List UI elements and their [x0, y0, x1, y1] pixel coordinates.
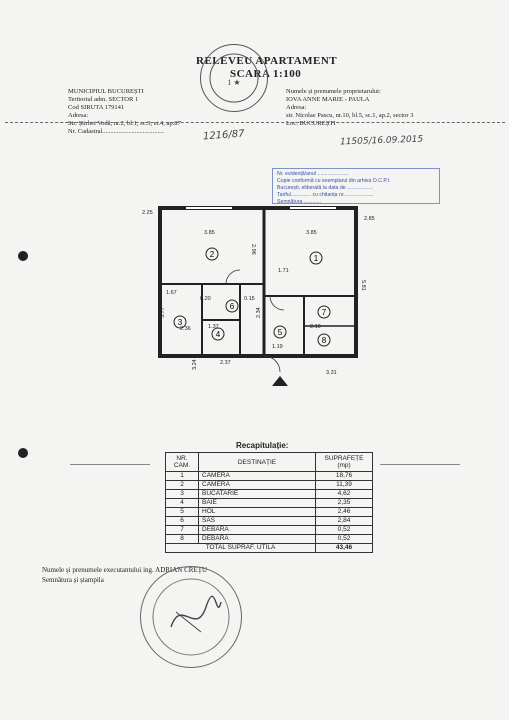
owner-locality: Loc. BUCUREȘTI — [286, 120, 336, 127]
table-row: 1 CAMERA 18,76 — [166, 472, 373, 481]
recap-header-row — [166, 453, 373, 472]
dim-119: 1.19 — [272, 344, 283, 350]
siruta-code: Cod SIRUTA 179141 — [68, 104, 125, 111]
recap-dash-left — [70, 464, 150, 465]
total-value: 43,46 — [316, 544, 373, 553]
room-3-label: 3 — [177, 318, 183, 327]
punch-hole-bottom — [18, 448, 28, 458]
dim-581: 5.81 — [360, 280, 366, 291]
copy-conformity-stamp — [272, 168, 440, 204]
stamp-line-4: Tariful.............. cu chitanța nr..................... — [277, 192, 374, 198]
dim-234: 2.34 — [256, 307, 262, 318]
executor-line: Numele și prenumele executantului ing. ADRIAN CREȚU — [42, 566, 208, 574]
owner-label: Numele și prenumele proprietarului: — [286, 88, 381, 95]
table-row: 3 BUCATARIE 4,62 — [166, 490, 373, 499]
door-entrance — [264, 356, 280, 372]
header-area: SUPRAFEȚE (mp) — [316, 453, 373, 472]
dim-020: 0.20 — [200, 296, 211, 302]
dim-385-left: 3.85 — [204, 230, 215, 236]
dim-324: 3.24 — [192, 359, 198, 370]
address-value: Str. Știrbei Vodă, nr.2, bl.1, sc.3, et.4, ap.87 — [68, 120, 181, 127]
outer-wall — [160, 208, 356, 356]
dimension-labels — [142, 210, 375, 376]
svg-text:1 ★: 1 ★ — [227, 78, 241, 87]
dim-237: 2.37 — [220, 360, 231, 366]
door-room1 — [270, 296, 284, 310]
total-label: TOTAL SUPRAF. UTILĂ — [166, 544, 316, 553]
dim-171: 1.71 — [278, 268, 289, 274]
document-scale: SCARA 1:100 — [230, 68, 302, 80]
dim-331: 3.31 — [326, 370, 337, 376]
header-destination: DESTINAȚIE — [199, 453, 316, 472]
room-6-label: 6 — [229, 302, 235, 311]
territory: Teritoriul adm. SECTOR 1 — [68, 96, 139, 103]
header-divider — [5, 122, 505, 123]
signature-icon — [141, 567, 241, 667]
room-2-label: 2 — [209, 250, 215, 259]
stamp-line-5: Semnătura ............ — [277, 199, 322, 205]
table-row: 4 BAIE 2,35 — [166, 499, 373, 508]
recap-title: Recapitulație: — [236, 441, 289, 450]
table-row: 8 DEBARA 0,52 — [166, 535, 373, 544]
floor-plan — [140, 200, 380, 390]
table-row: 5 HOL 2,46 — [166, 508, 373, 517]
entrance-arrow — [272, 376, 288, 386]
municipality: MUNICIPIUL BUCUREȘTI — [68, 88, 144, 95]
dim-285: 2.85 — [364, 216, 375, 222]
dim-137: 1.37 — [208, 324, 219, 330]
dim-296: 2.96 — [250, 244, 256, 255]
handwritten-registration: 11505/16.09.2015 — [339, 134, 424, 148]
punch-hole-top — [18, 251, 28, 261]
cadastral-number: Nr. Cadastral...................................... — [68, 128, 165, 135]
executor-stamp — [140, 566, 242, 668]
stamp-line-2: Copie conformă cu exemplarul din arhiva O.C.P.I. — [277, 178, 391, 184]
recap-table — [165, 452, 373, 553]
total-row — [166, 544, 373, 553]
owner-address-label: Adresa: — [286, 104, 307, 111]
room-7-label: 7 — [321, 308, 327, 317]
table-row: 6 SAS 2,84 — [166, 517, 373, 526]
door-room2 — [226, 270, 240, 284]
dim-210: 2.10 — [310, 324, 321, 330]
recap-dash-right — [380, 464, 460, 465]
handwritten-number: 1216/87 — [202, 128, 245, 143]
room-1-label: 1 — [313, 254, 319, 263]
header-nr: NR. CAM. — [166, 453, 199, 472]
dim-385-right: 3.85 — [306, 230, 317, 236]
dim-015: 0.15 — [244, 296, 255, 302]
room-5-label: 5 — [277, 328, 283, 337]
owner-name: IOVA ANNE MARIE - PAULA — [286, 96, 370, 103]
dim-236: 2.36 — [180, 326, 191, 332]
stamp-line-1: Nr. evidență/anul ...................... — [277, 171, 350, 177]
owner-address-value: str. Nicolae Pascu, nr.10, bl.5, sc.1, ap.2, sector 3 — [286, 112, 414, 119]
room-8-label: 8 — [321, 336, 327, 345]
document-title: RELEVEU APARTAMENT — [196, 55, 338, 67]
dim-377: 3.77 — [160, 307, 166, 318]
dim-167: 1.67 — [166, 290, 177, 296]
stamp-line-3: București, eliberată la data de .................. — [277, 185, 374, 191]
signature-line: Semnătura și ștampila — [42, 576, 104, 584]
table-row: 2 CAMERA 11,39 — [166, 481, 373, 490]
table-row: 7 DEBARA 0,52 — [166, 526, 373, 535]
dim-225: 2.25 — [142, 210, 153, 216]
address-label: Adresa: — [68, 112, 89, 119]
room-4-label: 4 — [215, 330, 221, 339]
